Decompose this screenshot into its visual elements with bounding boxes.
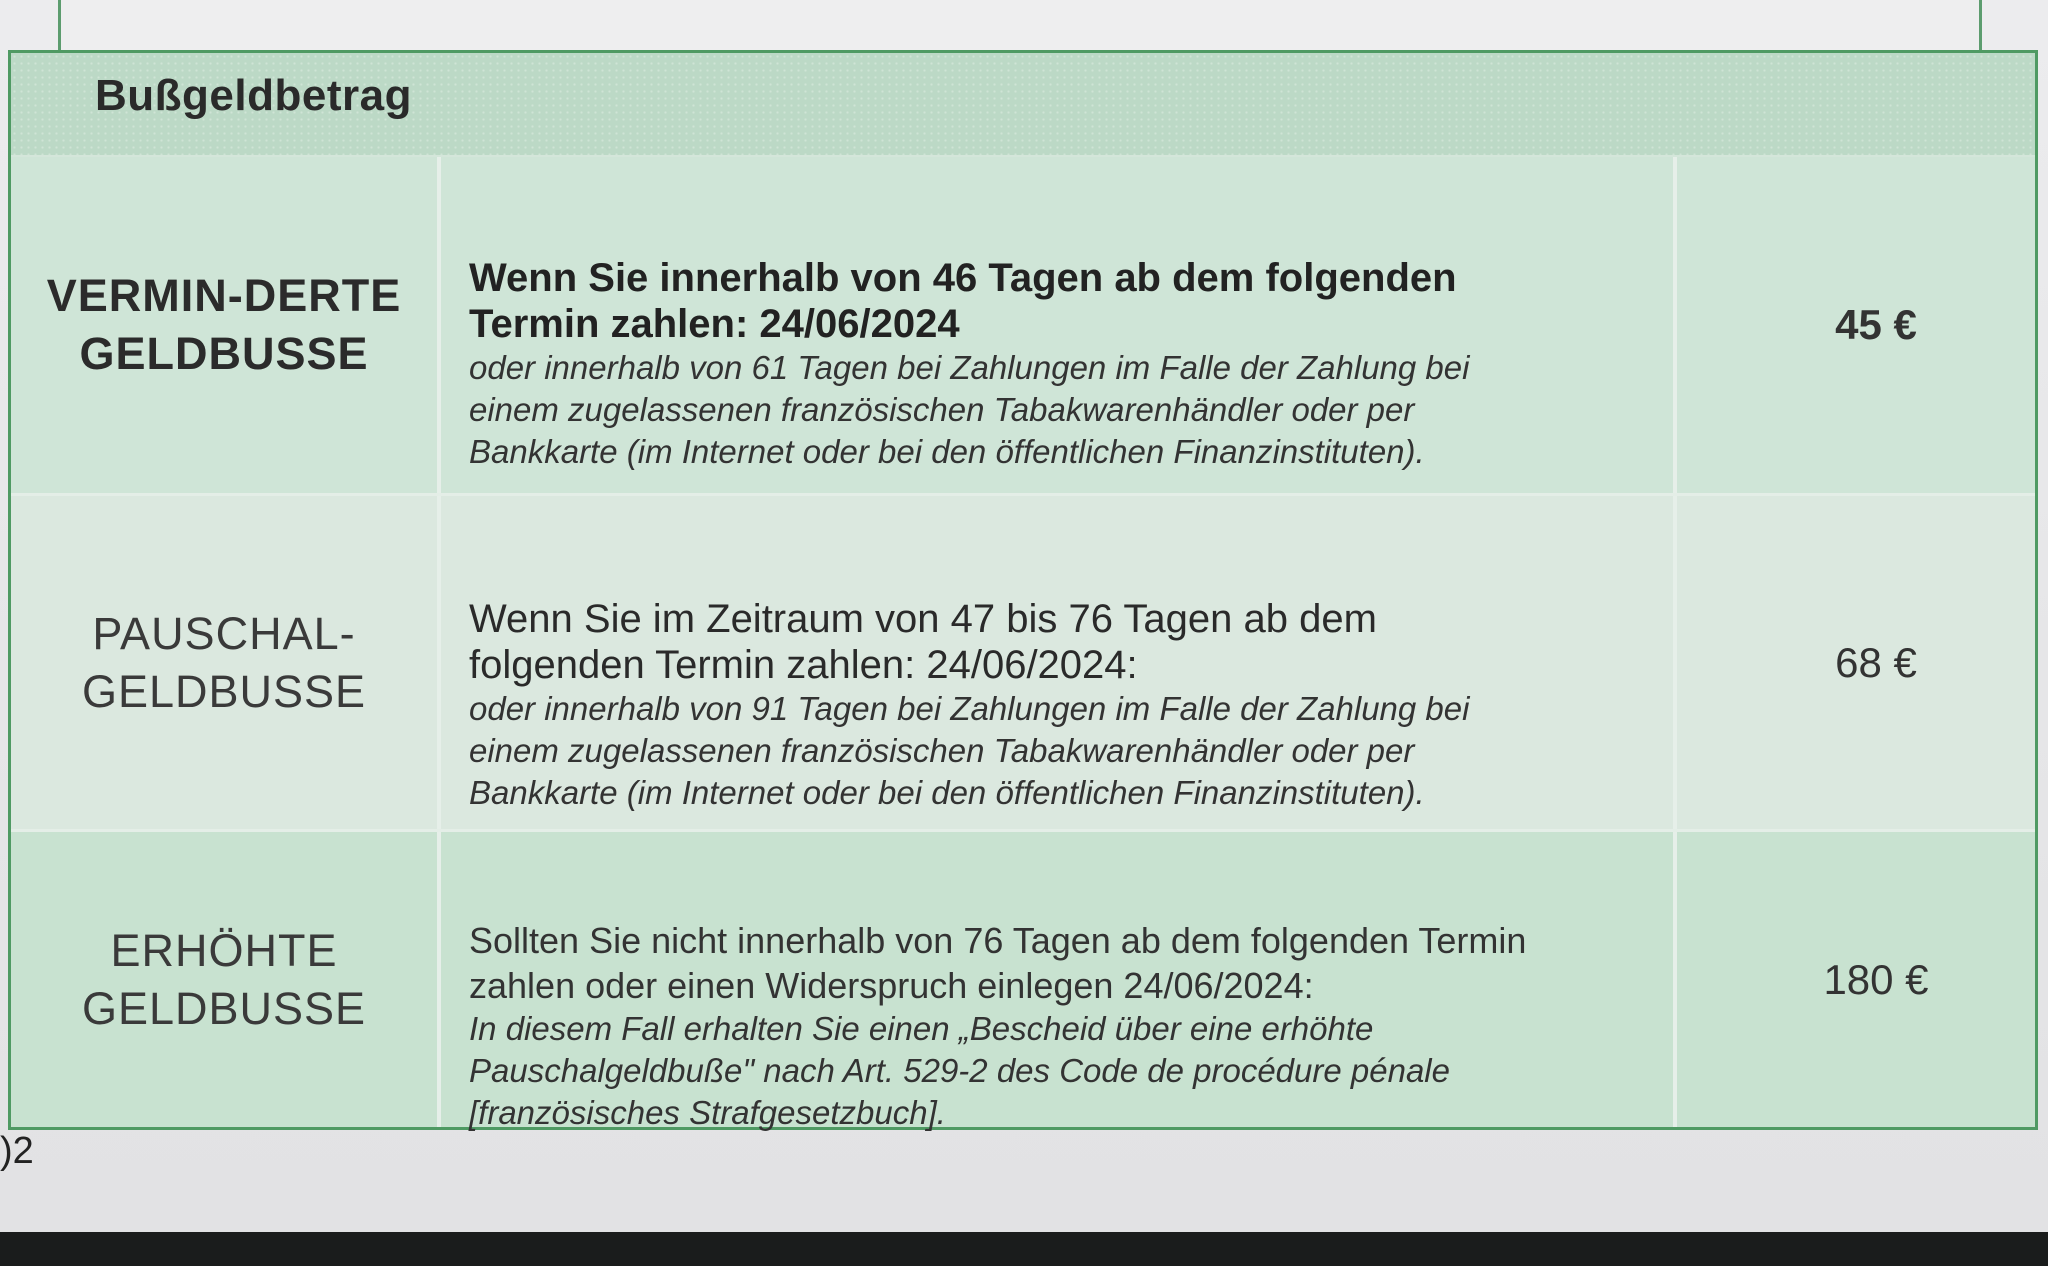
table-header-row <box>11 53 2035 157</box>
fine-type-label-line2: GELDBUSSE <box>81 665 367 717</box>
condition-sub-line2: einem zugelassenen französischen Tabakwarenhändler oder per <box>469 391 1415 428</box>
fine-type-cell <box>11 496 441 829</box>
condition-main-line2: Termin zahlen: 24/06/2024 <box>469 302 960 346</box>
condition-main-line2: zahlen oder einen Widerspruch einlegen 24/06/2024: <box>469 965 1314 1006</box>
condition-sub-line1: oder innerhalb von 61 Tagen bei Zahlungen im Falle der Zahlung bei <box>469 349 1470 386</box>
fine-condition-cell <box>441 832 1677 1131</box>
condition-main-line1: Wenn Sie innerhalb von 46 Tagen ab dem folgenden <box>469 256 1457 300</box>
table-row-increased-fine <box>11 829 2035 1131</box>
fine-amount-cell <box>1677 496 2035 829</box>
background-surface <box>0 1232 2048 1266</box>
fine-condition-cell <box>441 496 1677 829</box>
condition-main-line2: folgenden Termin zahlen: 24/06/2024: <box>469 643 1138 687</box>
previous-table-section <box>58 0 1982 50</box>
fine-type-label-line1: VERMIN-DERTE <box>46 270 402 321</box>
condition-sub-line2: einem zugelassenen französischen Tabakwarenhändler oder per <box>469 732 1415 769</box>
condition-main-line1: Wenn Sie im Zeitraum von 47 bis 76 Tagen ab dem <box>469 597 1377 641</box>
fine-condition-cell <box>441 157 1677 493</box>
fine-type-label-line1: PAUSCHAL- <box>92 607 356 659</box>
table-header-title: Bußgeldbetrag <box>95 71 412 120</box>
condition-sub-line2: Pauschalgeldbuße" nach Art. 529-2 des Code de procédure pénale <box>469 1052 1450 1089</box>
condition-main-line1: Sollten Sie nicht innerhalb von 76 Tagen ab dem folgenden Termin <box>469 920 1527 961</box>
condition-sub-line3: Bankkarte (im Internet oder bei den öffentlichen Finanzinstituten). <box>469 433 1425 470</box>
fine-type-label-line2: GELDBUSSE <box>79 328 369 379</box>
fine-type-cell <box>11 157 441 493</box>
fine-type-label-line2: GELDBUSSE <box>81 982 367 1034</box>
fine-amount-value: 180 € <box>1823 955 1929 1003</box>
fine-amount-table <box>8 50 2038 1130</box>
fine-amount-cell <box>1677 157 2035 493</box>
condition-sub-line1: oder innerhalb von 91 Tagen bei Zahlungen im Falle der Zahlung bei <box>469 690 1470 727</box>
condition-sub-line3: Bankkarte (im Internet oder bei den öffentlichen Finanzinstituten). <box>469 774 1425 811</box>
condition-sub-line3: [französisches Strafgesetzbuch]. <box>469 1094 946 1131</box>
table-row-reduced-fine <box>11 157 2035 493</box>
page-number: )2 <box>0 1130 34 1172</box>
fine-type-cell <box>11 832 441 1127</box>
fine-amount-value: 68 € <box>1835 638 1917 686</box>
fine-amount-cell <box>1677 832 2035 1127</box>
fine-amount-value: 45 € <box>1835 301 1917 348</box>
condition-sub-line1: In diesem Fall erhalten Sie einen „Bescheid über eine erhöhte <box>469 1010 1374 1047</box>
table-row-flat-fine <box>11 493 2035 829</box>
fine-type-label-line1: ERHÖHTE <box>110 924 338 976</box>
